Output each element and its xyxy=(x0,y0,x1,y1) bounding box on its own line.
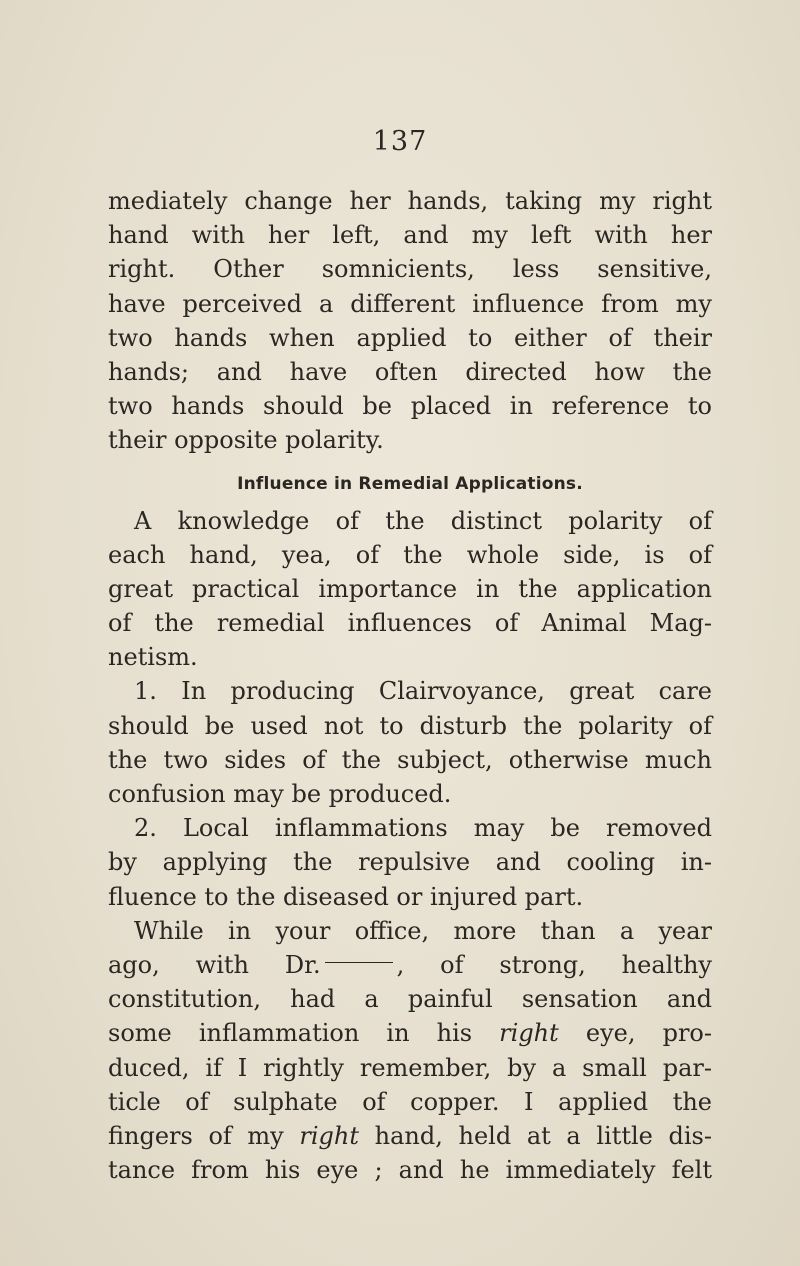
text-line: two hands should be placed in reference to xyxy=(108,392,712,421)
text-line: should be used not to disturb the polarity of xyxy=(108,711,712,740)
page-number: 137 xyxy=(372,126,428,157)
dr-line-before: ago, with Dr. xyxy=(108,950,321,979)
text-line: netism. xyxy=(108,643,198,672)
name-omission-rule xyxy=(325,962,393,963)
italic-word: right xyxy=(299,1121,360,1150)
text-line: have perceived a different influence from my xyxy=(108,289,712,318)
italic-line-before: fingers of my xyxy=(108,1121,284,1150)
text-line: duced, if I rightly remember, by a small par- xyxy=(108,1053,712,1082)
text-line: mediately change her hands, taking my right xyxy=(108,187,712,215)
text-line: of the remedial influences of Animal Mag- xyxy=(108,609,712,638)
text-line: each hand, yea, of the whole side, is of xyxy=(108,540,712,569)
text-line: great practical importance in the application xyxy=(108,574,712,603)
text-line: fluence to the diseased or injured part. xyxy=(108,882,584,911)
text-line: hands; and have often directed how the xyxy=(108,357,712,386)
text-line: hand with her left, and my left with her xyxy=(108,221,712,250)
text-line: A knowledge of the distinct polarity of xyxy=(134,506,712,535)
text-line: the two sides of the subject, otherwise much xyxy=(108,745,712,774)
text-line-italic xyxy=(108,1119,712,1153)
text-line: constitution, had a painful sensation and xyxy=(108,985,712,1014)
body-text xyxy=(108,184,712,1187)
text-line: 2. Local inflammations may be removed xyxy=(134,814,712,843)
text-line: 1. In producing Clairvoyance, great care xyxy=(134,677,712,706)
text-line: two hands when applied to either of their xyxy=(108,323,712,352)
italic-line-before: some inflammation in his xyxy=(108,1019,473,1048)
text-line: by applying the repulsive and cooling in- xyxy=(108,848,712,877)
text-line: ticle of sulphate of copper. I applied the xyxy=(108,1087,712,1116)
italic-line-after: eye, pro- xyxy=(585,1019,712,1048)
italic-line-after: hand, held at a little dis- xyxy=(374,1121,712,1150)
text-line: confusion may be produced. xyxy=(108,780,452,808)
text-line: right. Other somnicients, less sensitive, xyxy=(108,255,712,284)
text-line-italic xyxy=(108,1016,712,1050)
text-line: While in your office, more than a year xyxy=(134,916,712,945)
text-line: their opposite polarity. xyxy=(108,426,384,455)
section-heading: Influence in Remedial Applications. xyxy=(237,473,583,494)
text-line-dr xyxy=(108,948,712,982)
dr-line-after: , of strong, healthy xyxy=(396,950,712,979)
italic-word: right xyxy=(499,1019,559,1048)
text-line: tance from his eye ; and he immediately felt xyxy=(108,1156,712,1185)
